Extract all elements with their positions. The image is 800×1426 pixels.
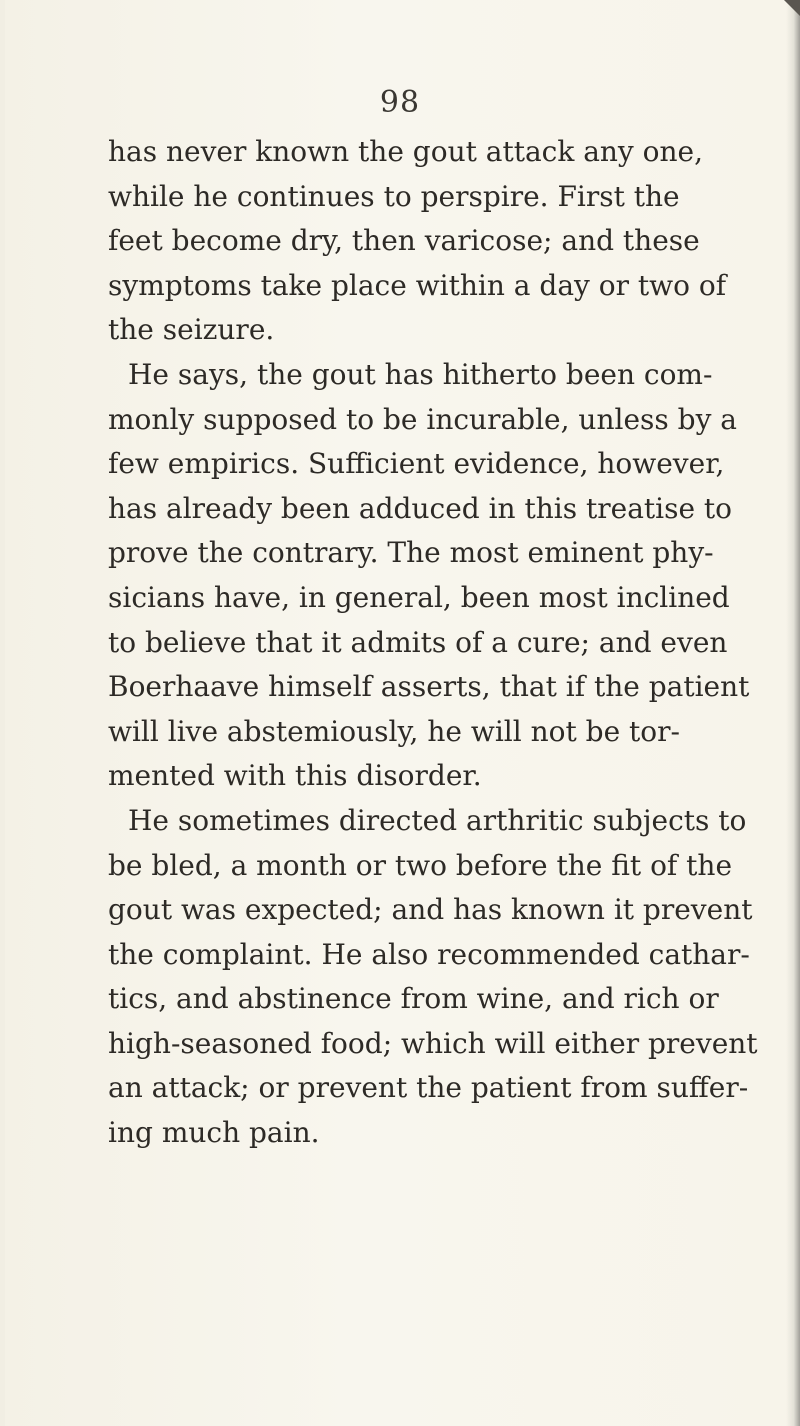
- text-line: Boerhaave himself asserts, that if the patient: [108, 670, 750, 704]
- text-line: has never known the gout attack any one,: [108, 135, 703, 168]
- text-line: He says, the gout has hitherto been com-: [128, 357, 713, 391]
- text-line: will live abstemiously, he will not be tor-: [108, 714, 680, 748]
- text-line: the seizure.: [108, 313, 275, 347]
- text-line: few empirics. Sufficient evidence, however,: [108, 447, 725, 481]
- page-number: 98: [379, 85, 421, 120]
- text-line: gout was expected; and has known it prevent: [108, 893, 753, 927]
- text-line: while he continues to perspire. First the: [108, 179, 680, 213]
- page-left-margin: [0, 0, 5, 1426]
- text-line: an attack; or prevent the patient from suffer-: [108, 1071, 749, 1105]
- corner-mark: [784, 0, 800, 16]
- text-line: tics, and abstinence from wine, and rich or: [108, 982, 719, 1016]
- text-line: be bled, a month or two before the fit of the: [108, 848, 733, 882]
- text-line: ing much pain.: [108, 1116, 320, 1150]
- text-line: mented with this disorder.: [108, 759, 482, 793]
- text-line: the complaint. He also recommended cathar-: [108, 937, 750, 971]
- text-line: He sometimes directed arthritic subjects to: [128, 803, 747, 837]
- body-text: [108, 130, 758, 1156]
- text-line: symptoms take place within a day or two of: [108, 268, 727, 302]
- text-line: monly supposed to be incurable, unless by a: [108, 402, 737, 436]
- text-line: prove the contrary. The most eminent phy-: [108, 536, 714, 570]
- text-line: feet become dry, then varicose; and these: [108, 224, 700, 258]
- page-edge-shadow: [786, 0, 800, 1426]
- text-line: to believe that it admits of a cure; and even: [108, 625, 728, 659]
- text-line: high-seasoned food; which will either prevent: [108, 1026, 758, 1060]
- text-line: sicians have, in general, been most inclined: [108, 580, 730, 614]
- text-line: has already been adduced in this treatise to: [108, 491, 733, 525]
